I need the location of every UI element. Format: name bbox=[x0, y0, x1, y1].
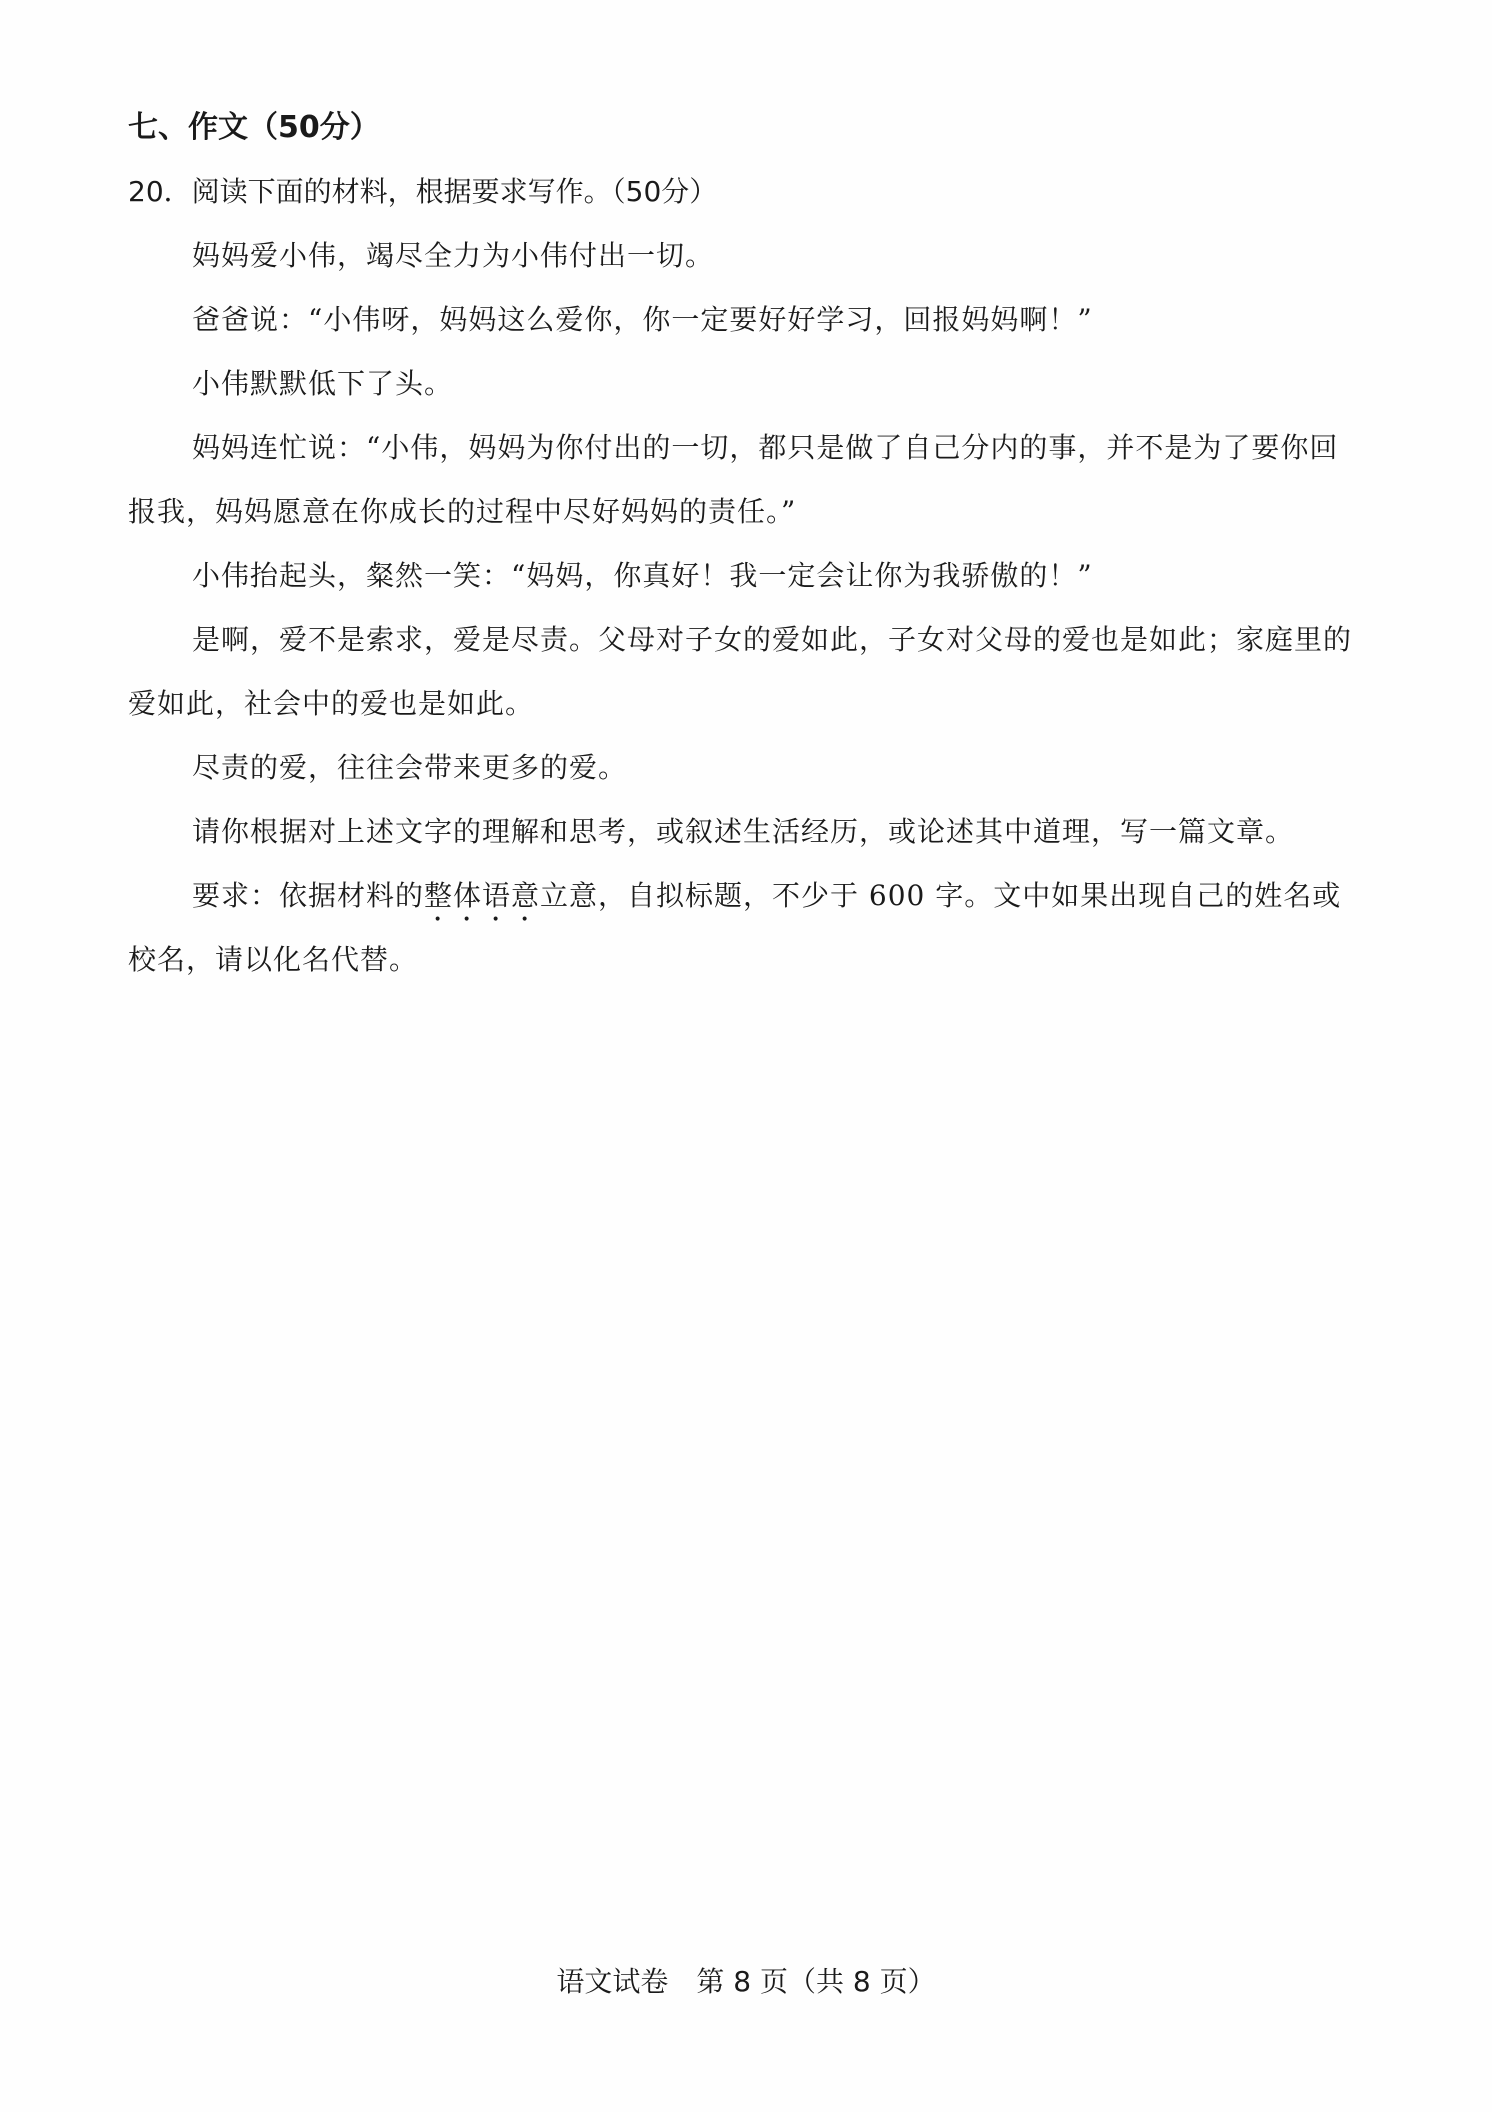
emphasized-phrase: 整体语意 bbox=[424, 879, 541, 912]
page-footer: 语文试卷 第 8 页（共 8 页） bbox=[556, 1965, 936, 1998]
section-title: 七、作文（50分） bbox=[128, 110, 380, 145]
material-paragraph-3: 小伟默默低下了头。 bbox=[192, 367, 454, 400]
question-prompt: 20．阅读下面的材料，根据要求写作。（50分） bbox=[128, 175, 718, 208]
requirements-suffix: 立意，自拟标题，不少于 600 字。文中如果出现自己的姓名或校名，请以化名代替。 bbox=[128, 879, 1342, 976]
material-paragraph-4: 妈妈连忙说：“小伟，妈妈为你付出的一切，都只是做了自己分内的事，并不是为了要你回报我，妈妈愿意在你成长的过程中尽好妈妈的责任。” bbox=[128, 431, 1339, 528]
material-paragraph-7: 尽责的爱，往往会带来更多的爱。 bbox=[192, 751, 628, 784]
material-paragraph-2: 爸爸说：“小伟呀，妈妈这么爱你，你一定要好好学习，回报妈妈啊！” bbox=[192, 303, 1093, 336]
requirements-prefix: 要求：依据材料的 bbox=[192, 879, 425, 912]
material-paragraph-6: 是啊，爱不是索求，爱是尽责。父母对子女的爱如此，子女对父母的爱也是如此；家庭里的爱如此，社会中的爱也是如此。 bbox=[128, 623, 1353, 720]
writing-requirements bbox=[128, 864, 1358, 992]
page-content bbox=[128, 96, 1358, 992]
writing-task: 请你根据对上述文字的理解和思考，或叙述生活经历，或论述其中道理，写一篇文章。 bbox=[192, 815, 1295, 848]
material-paragraph-5: 小伟抬起头，粲然一笑：“妈妈，你真好！我一定会让你为我骄傲的！” bbox=[192, 559, 1093, 592]
material-paragraph-1: 妈妈爱小伟，竭尽全力为小伟付出一切。 bbox=[192, 239, 715, 272]
